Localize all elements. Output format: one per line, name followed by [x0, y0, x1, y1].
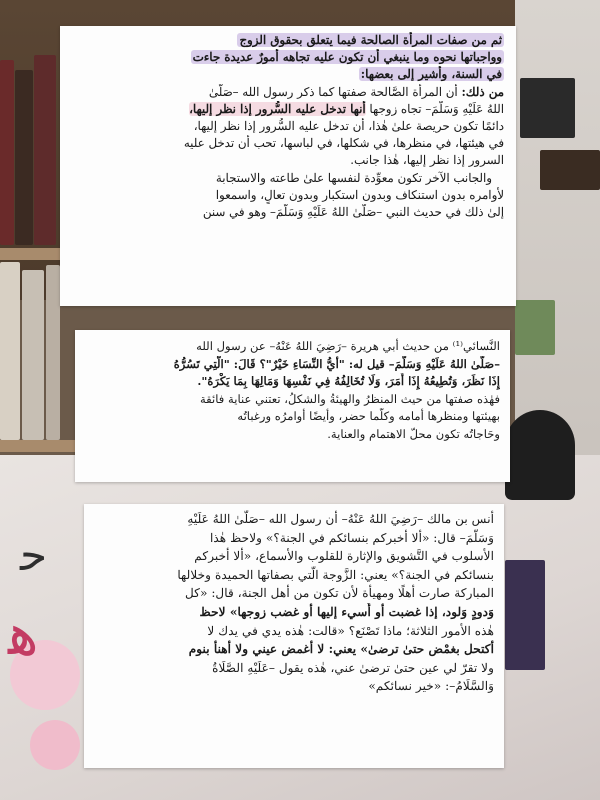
text-line: في هيئتها، في منظرها، في شكلها، في لباسها، تحب أن تدخل عليه: [183, 136, 504, 151]
desk-lamp: [505, 410, 575, 500]
text-line: الأسلوب في التَّشويق والإثارة للقلوب والأسماع، «ألا أخبركم: [194, 549, 494, 564]
section-label: من ذلك:: [461, 84, 504, 99]
hadith-line: إِذَا نَظَرَ، وَتُطِيعُهُ إِذَا أَمَرَ، وَلَا تُخَالِفُهُ فِي نَفْسِهَا وَمَالِهَا بِمَا يَكْرَهُ".: [197, 374, 500, 389]
flower-decoration: [30, 720, 80, 770]
text-line: وحَاجاتُه تكون محلّ الاهتمام والعناية.: [327, 426, 500, 441]
text-line: [72, 66, 504, 83]
highlighted-text: ثم من صفات المرأة الصالحة فيما يتعلق بحقوق الزوج: [239, 33, 502, 47]
text-line: المباركة صارت أهلًا ومهيأة لأن تكون من أهل الجنة، قال: «كل: [184, 586, 494, 601]
text-line: [72, 84, 504, 101]
text-line: السرور إذا نظر إليها، هٰذا جانب.: [350, 153, 504, 168]
text-line: [72, 32, 504, 49]
text-line: إلىٰ ذلك في حديث النبي –صَلَّىٰ اللهُ عَلَيْهِ وَسَلَّمَ– وهو في سنن: [202, 205, 504, 220]
text-span: اللهُ عَلَيْهِ وَسَلَّمَ– تجاه زوجها: [365, 101, 504, 116]
wall-shelf-object: [540, 150, 600, 190]
text-line: [72, 49, 504, 66]
text-line: وَالسَّلَامُ–: «خير نسائكم»: [368, 679, 494, 694]
book-spine: [15, 70, 33, 245]
text-line: [72, 101, 504, 118]
text-line: وَسَلَّمَ– قال: «ألا أخبركم بنسائكم في الجنة؟» ولاحظ هٰذا: [210, 530, 494, 545]
text-line: بنسائكم في الجنة؟» يعني: الزَّوجة الَّتي بصفاتها الحميدة وخلالها: [177, 567, 494, 582]
text-line: أنس بن مالك –رَضِيَ اللهُ عَنْهُ– أن رسول الله –صَلَّىٰ اللهُ عَلَيْهِ: [187, 512, 494, 526]
text-line: هٰذه الأمور الثلاثة؛ ماذا تَصْنَع؟ «قالت: هٰذه يدي في يدك لا: [207, 623, 494, 638]
wall-shelf-object: [520, 78, 575, 138]
book-stack: [505, 560, 545, 670]
highlighted-text: في السنة، وأشير إلى بعضها:: [360, 67, 502, 82]
text-line: ولا تقرّ لي عين حتىٰ ترضىٰ عني، هٰذه يقول –عَلَيْهِ الصَّلَاةُ: [212, 660, 494, 675]
text-line: أكتحل بغمْض حتىٰ ترضىٰ» يعني: لا أغمض عيني ولا أهنأ بنوم: [188, 642, 494, 657]
text-line: وَدودٍ وَلود، إذا غضبت أو أُسيء إليها أو غضب زوجها» لاحظ: [199, 604, 494, 619]
text-line: والجانب الآخر تكون معوِّدة لنفسها علىٰ طاعته والاستجابة: [215, 170, 492, 185]
wall: [515, 0, 600, 470]
book-spine: [0, 262, 20, 440]
book-page-1: [60, 26, 516, 306]
book-spine: [22, 270, 44, 440]
plant: [515, 300, 555, 355]
text-line: لأوامره بدون استنكاف وبدون استكبار وبدون تعالٍ، واسمعوا: [215, 187, 504, 202]
book-spine: [46, 265, 60, 440]
book-spine: [0, 60, 14, 245]
book-page-3: [84, 504, 504, 768]
text-line: النَّسائي⁽¹⁾ من حديث أبي هريرة –رَضِيَ اللهُ عَنْهُ– عن رسول الله: [196, 339, 500, 353]
calligraphy-decoration: ﻫ: [8, 600, 39, 668]
text-line: بهيئتها ومنظرها أمامه وكلّما حضر، وأيضًا أوامرُه ورغباتُه: [237, 409, 500, 424]
highlighted-text: وواجباتها نحوه وما ينبغي أن تكون عليه تجاهه أمورٌ عديدة جاءت: [192, 50, 502, 65]
calligraphy-decoration: ﺣ: [20, 530, 48, 581]
text-line: دائمًا تكون حريصة علىٰ هٰذا، أن تدخل عليه السُّرور إذا نظر إليها،: [193, 119, 504, 134]
highlighted-text: أنها تدخل عليه السُّرور إذا نظر إليها،: [189, 101, 366, 116]
text-span: أن المرأة الصَّالحة صفتها كما ذكر رسول الله –صَلَّىٰ: [208, 84, 462, 99]
book-spine: [34, 55, 56, 245]
hadith-line: –صَلَّىٰ اللهُ عَلَيْهِ وَسَلَّمَ– قيل له: "أيُّ النِّسَاءِ خَيْرٌ"؟ قَالَ: "الَّتِي تَسُرُّهُ: [173, 356, 500, 371]
text-line: فهٰذه صفتها من حيث المنظرُ والهيئةُ والشكلُ، تعتني عناية فائقة: [199, 391, 500, 406]
book-page-2: [75, 330, 510, 482]
